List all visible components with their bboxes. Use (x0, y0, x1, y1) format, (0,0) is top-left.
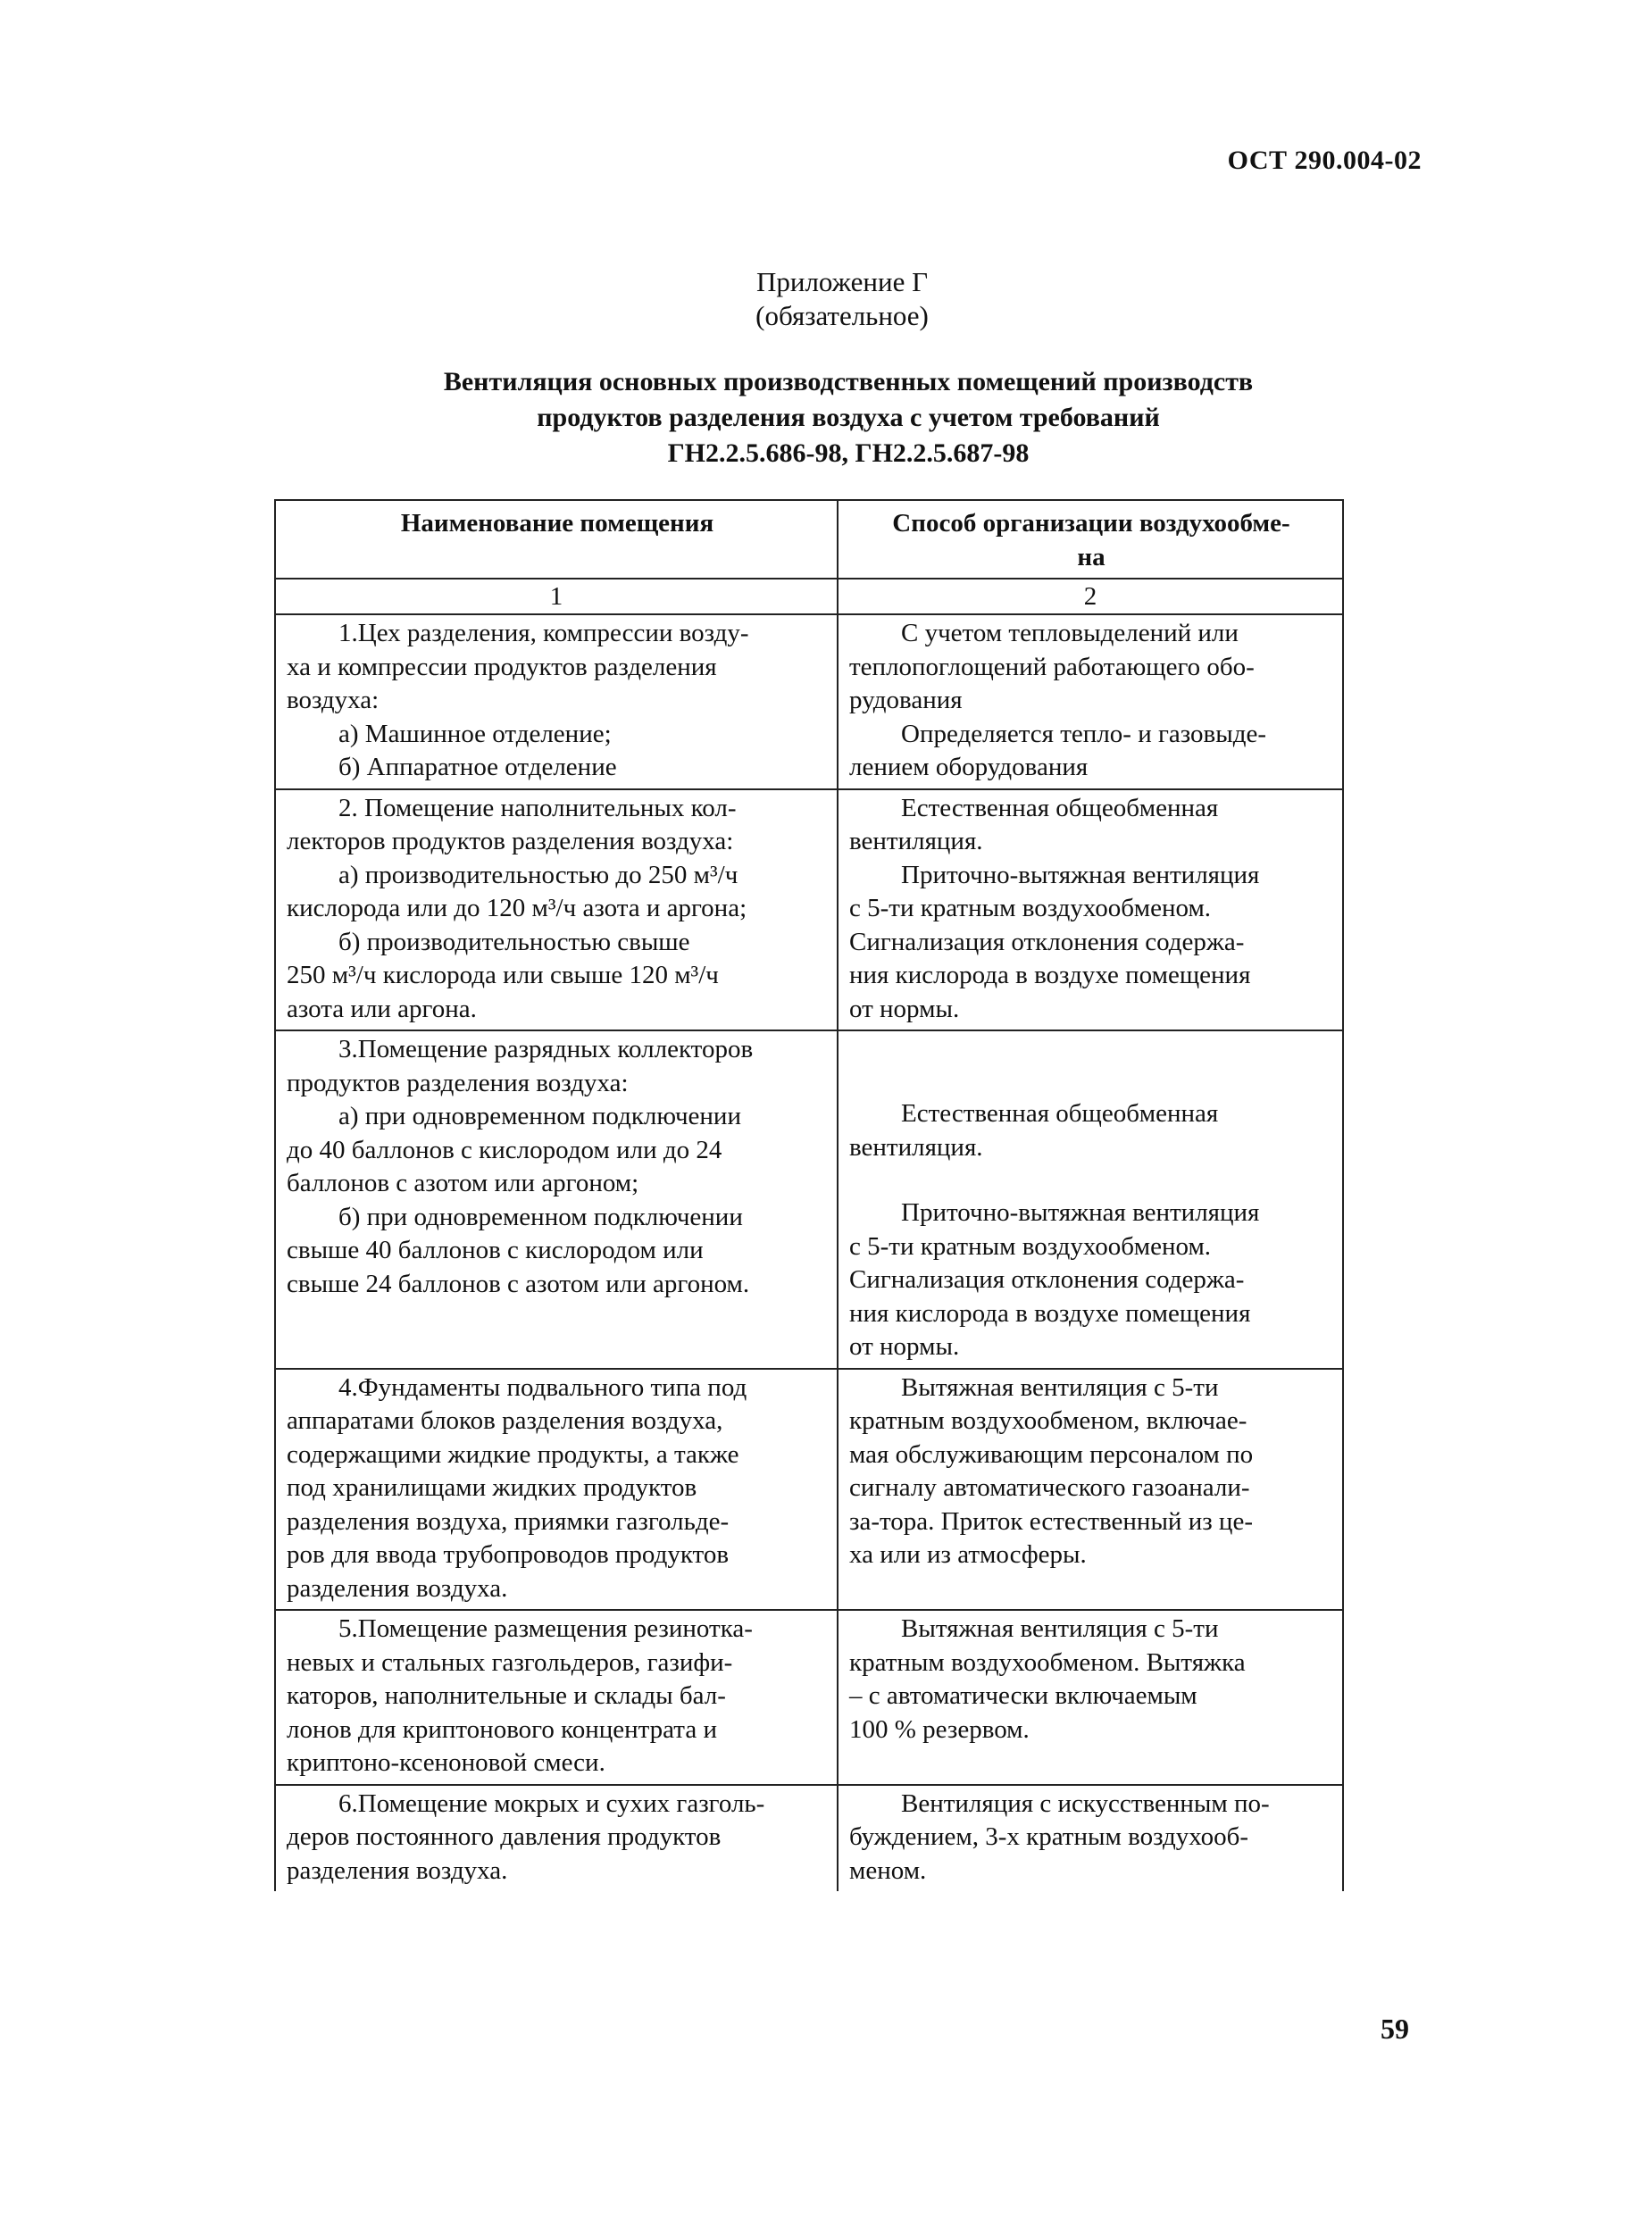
room-cell: 1.Цех разделения, компрессии возду- ха и компрессии продуктов разделения воздуха: а) Машинное отделение; б) Аппаратное отделение (275, 614, 838, 789)
title-line: продуктов разделения воздуха с учетом требований (537, 403, 1160, 432)
column-header-room: Наименование помещения (275, 500, 838, 579)
column-number: 2 (838, 579, 1343, 614)
method-cell: Вентиляция с искусственным по- буждением, 3-х кратным воздухооб- меном. (838, 1785, 1343, 1892)
page-number: 59 (1381, 2013, 1409, 2045)
appendix-label: Приложение Г (755, 266, 929, 297)
method-cell: Вытяжная вентиляция с 5-ти кратным воздухообменом. Вытяжка – с автоматически включаемым 100 % резервом. (838, 1610, 1343, 1785)
table-row (275, 1369, 1343, 1611)
title-line: Вентиляция основных производственных помещений производств (443, 367, 1254, 396)
appendix-status: (обязательное) (755, 300, 929, 331)
table-title (357, 364, 1339, 471)
table-row (275, 789, 1343, 1031)
room-cell: 5.Помещение размещения резинотка- невых и стальных газгольдеров, газифи- каторов, наполнительные и склады бал- лонов для криптонового концентрата и криптоно-ксеноновой смеси. (275, 1610, 838, 1785)
table-row (275, 1610, 1343, 1785)
table-row (275, 1030, 1343, 1369)
column-number-row (275, 579, 1343, 614)
column-number: 1 (275, 579, 838, 614)
table-header-row (275, 500, 1343, 579)
column-header-method: Способ организации воздухообме- на (838, 500, 1343, 579)
room-cell: 6.Помещение мокрых и сухих газголь- деров постоянного давления продуктов разделения воздуха. (275, 1785, 838, 1892)
method-cell: Естественная общеобменная вентиляция. Приточно-вытяжная вентиляция с 5-ти кратным воздухообменом. Сигнализация отклонения содержа- ния кислорода в воздухе помещения от нормы. (838, 789, 1343, 1031)
title-line: ГН2.2.5.686-98, ГН2.2.5.687-98 (667, 438, 1030, 468)
ventilation-table (274, 499, 1344, 1891)
document-code: ОСТ 290.004-02 (1227, 146, 1422, 175)
room-cell: 3.Помещение разрядных коллекторов продуктов разделения воздуха: а) при одновременном подключении до 40 баллонов с кислородом или до 24 баллонов с азотом или аргоном; б) при одновременном подключении свыше 40 баллонов с кислородом или свыше 24 баллонов с азотом или аргоном. (275, 1030, 838, 1369)
table-row (275, 614, 1343, 789)
room-cell: 2. Помещение наполнительных кол- лекторов продуктов разделения воздуха: а) производительностью до 250 м³/ч кислорода или до 120 м³/ч азота и аргона; б) производительностью свыше 250 м³/ч кислорода или свыше 120 м³/ч азота или аргона. (275, 789, 838, 1031)
room-cell: 4.Фундаменты подвального типа под аппаратами блоков разделения воздуха, содержащими жидкие продукты, а также под хранилищами жидких продуктов разделения воздуха, приямки газгольде- ров для ввода трубопроводов продуктов разделения воздуха. (275, 1369, 838, 1611)
method-cell: Естественная общеобменная вентиляция. Приточно-вытяжная вентиляция с 5-ти кратным воздухообменом. Сигнализация отклонения содержа- ния кислорода в воздухе помещения от нормы. (838, 1030, 1343, 1369)
table-row (275, 1785, 1343, 1892)
method-cell: Вытяжная вентиляция с 5-ти кратным воздухообменом, включае- мая обслуживающим персоналом по сигналу автоматического газоанали- за-тора. Приток естественный из це- ха или из атмосферы. (838, 1369, 1343, 1611)
method-cell: С учетом тепловыделений или теплопоглощений работающего обо- рудования Определяется тепло- и газовыде- лением оборудования (838, 614, 1343, 789)
